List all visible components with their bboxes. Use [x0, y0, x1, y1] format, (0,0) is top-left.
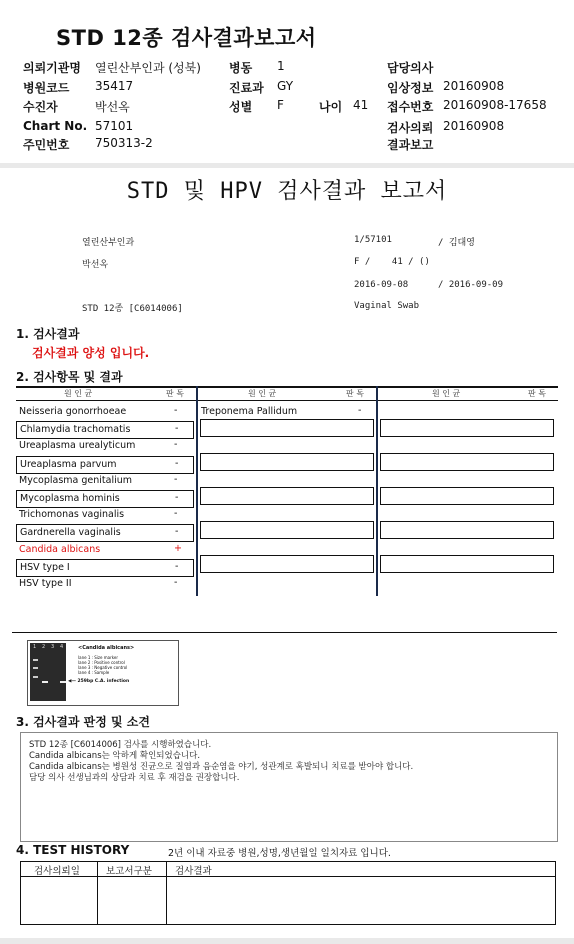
empty-cell — [380, 521, 554, 539]
chart-label: Chart No. — [23, 119, 88, 133]
chart-value: 57101 — [95, 119, 134, 133]
header-title: STD 12종 검사결과보고서 — [56, 26, 317, 50]
table-row — [16, 404, 192, 420]
history-col-type: 보고서구분 — [106, 866, 152, 877]
request-label: 검사의뢰 — [387, 121, 434, 135]
info-specimen: Vaginal Swab — [354, 301, 420, 311]
report-label: 결과보고 — [387, 138, 434, 152]
clinical-label: 임상정보 — [387, 81, 434, 95]
table-row — [198, 404, 374, 420]
request-value: 20160908 — [443, 119, 505, 133]
pathogen-result: - — [174, 508, 178, 520]
pathogen-result: - — [358, 405, 362, 416]
dept-value: GY — [277, 79, 294, 93]
table-divider — [376, 386, 378, 596]
pathogen-result: - — [175, 423, 179, 435]
info-date-to: / 2016-09-09 — [438, 280, 504, 290]
hospital-code-label: 병원코드 — [23, 81, 70, 95]
history-divider — [166, 862, 167, 924]
info-test: STD 12종 [C6014006] — [82, 304, 183, 314]
table-row — [16, 559, 194, 577]
table-row — [16, 490, 194, 508]
lane-1: 1 — [33, 644, 37, 650]
clinical-value: 20160908 — [443, 79, 505, 93]
pathogen-result: - — [174, 577, 178, 588]
gel-legend: lane 2 : Positive control — [78, 660, 125, 665]
history-divider — [97, 862, 98, 924]
institution-label: 의뢰기관명 — [23, 61, 81, 75]
empty-cell — [380, 453, 554, 471]
report-header — [0, 0, 574, 163]
pathogen-result: - — [175, 560, 179, 572]
opinion-box — [20, 732, 558, 842]
gel-title: <Candida albicans> — [78, 645, 135, 651]
section-4-title: 4. TEST HISTORY — [16, 843, 130, 857]
empty-cell — [380, 419, 554, 437]
table-row — [16, 507, 192, 523]
pathogen-result: - — [175, 526, 179, 538]
pathogen-result: - — [175, 457, 179, 469]
empty-cell — [200, 555, 374, 573]
pathogen-name: Mycoplasma hominis — [20, 493, 120, 504]
ward-value: 1 — [277, 59, 285, 73]
table-row — [16, 421, 194, 439]
gel-photo — [30, 643, 66, 701]
info-date-from: 2016-09-08 — [354, 280, 409, 290]
ward-label: 병동 — [229, 61, 253, 75]
empty-cell — [200, 453, 374, 471]
section-2-title: 2. 검사항목 및 결과 — [16, 370, 123, 384]
table-row — [16, 473, 192, 489]
pathogen-name: Trichomonas vaginalis — [19, 509, 125, 521]
receipt-value: 20160908-17658 — [443, 98, 547, 112]
pathogen-result: + — [174, 542, 182, 554]
id-label: 주민번호 — [23, 138, 70, 152]
history-table — [20, 861, 556, 925]
patient-value: 박선옥 — [95, 100, 130, 114]
pathogen-result: - — [175, 492, 179, 503]
sex-label: 성별 — [229, 100, 253, 114]
pathogen-name: HSV type I — [20, 561, 70, 573]
empty-cell — [200, 521, 374, 539]
table-row — [16, 524, 194, 542]
pathogen-name: Ureaplasma parvum — [20, 458, 117, 470]
id-value: 750313-2 — [95, 136, 153, 150]
doctor-label: 담당의사 — [387, 61, 434, 75]
lane-3: 3 — [51, 644, 55, 650]
pathogen-name: Neisseria gonorrhoeae — [19, 406, 127, 417]
age-value: 41 — [353, 98, 369, 112]
info-ref: 1/57101 — [354, 235, 392, 245]
history-col-result: 검사결과 — [175, 866, 212, 877]
section-1-title: 1. 검사결과 — [16, 327, 80, 341]
dept-label: 진료과 — [229, 81, 264, 95]
sex-value: F — [277, 98, 284, 112]
institution-value: 열린산부인과 (성북) — [95, 61, 201, 75]
divider — [12, 632, 557, 633]
col-pathogen-2: 원 인 균 — [248, 389, 277, 398]
pathogen-result: - — [174, 439, 178, 451]
lane-2: 2 — [42, 644, 46, 650]
report-title: STD 및 HPV 검사결과 보고서 — [126, 179, 448, 204]
lane-4: 4 — [60, 644, 64, 650]
pathogen-name: HSV type II — [19, 578, 72, 589]
opinion-line: STD 12종 [C6014006] 검사를 시행하였습니다. — [29, 740, 212, 750]
patient-label: 수진자 — [23, 100, 58, 114]
info-institution: 열린산부인과 — [82, 238, 135, 248]
gel-legend: lane 4 : Sample — [78, 670, 110, 675]
col-result-1: 판 독 — [166, 389, 184, 398]
pathogen-name: Chlamydia trachomatis — [20, 424, 131, 436]
col-pathogen-3: 원 인 균 — [432, 389, 461, 398]
history-note: 2년 이내 자료중 병원,성명,생년월일 일치자료 입니다. — [168, 848, 391, 859]
gel-legend: lane 1 : Size marker — [78, 655, 119, 660]
empty-cell — [200, 419, 374, 437]
empty-cell — [380, 487, 554, 505]
gel-band-label: ◀— 259bp C.A. infection — [68, 679, 130, 684]
table-header-3 — [378, 386, 558, 401]
col-result-2: 판 독 — [346, 389, 364, 398]
empty-cell — [380, 555, 554, 573]
history-header — [21, 862, 555, 877]
opinion-line: 담당 의사 선생님과의 상담과 치료 후 재검을 권장합니다. — [29, 773, 240, 783]
pathogen-name: Mycoplasma genitalium — [19, 474, 133, 486]
section-3-title: 3. 검사결과 판정 및 소견 — [16, 715, 150, 729]
pathogen-name: Candida albicans — [19, 543, 101, 555]
history-col-date: 검사의뢰일 — [34, 866, 80, 877]
table-header-1 — [16, 386, 196, 401]
info-sex-age: F / 41 / () — [354, 257, 430, 267]
pathogen-result: - — [174, 473, 178, 485]
hospital-code-value: 35417 — [95, 79, 134, 93]
empty-cell — [200, 487, 374, 505]
table-row — [16, 542, 192, 558]
opinion-line: Candida albicans는 악하게 확인되었습니다. — [29, 751, 201, 761]
result-summary: 검사결과 양성 입니다. — [32, 346, 150, 360]
receipt-label: 접수번호 — [387, 100, 434, 114]
info-patient: 박선옥 — [82, 260, 109, 270]
gel-legend: lane 3 : Negative control — [78, 665, 128, 670]
pathogen-name: Treponema Pallidum — [201, 406, 298, 417]
report-page — [0, 168, 574, 938]
col-pathogen-1: 원 인 균 — [64, 389, 93, 398]
info-doctor: / 김대영 — [438, 238, 475, 248]
table-row — [16, 456, 194, 474]
age-label: 나이 — [319, 100, 343, 114]
gel-image — [27, 640, 179, 706]
opinion-line: Candida albicans는 병원성 진균으로 질염과 음순염을 야기, 성관계로 혹발되니 치료를 받아야 합니다. — [29, 762, 414, 772]
table-header-2 — [198, 386, 376, 401]
table-row — [16, 438, 192, 454]
pathogen-name: Gardnerella vaginalis — [20, 527, 121, 539]
col-result-3: 판 독 — [528, 389, 546, 398]
pathogen-result: - — [174, 405, 178, 416]
table-row — [16, 576, 192, 592]
pathogen-name: Ureaplasma urealyticum — [19, 440, 136, 452]
